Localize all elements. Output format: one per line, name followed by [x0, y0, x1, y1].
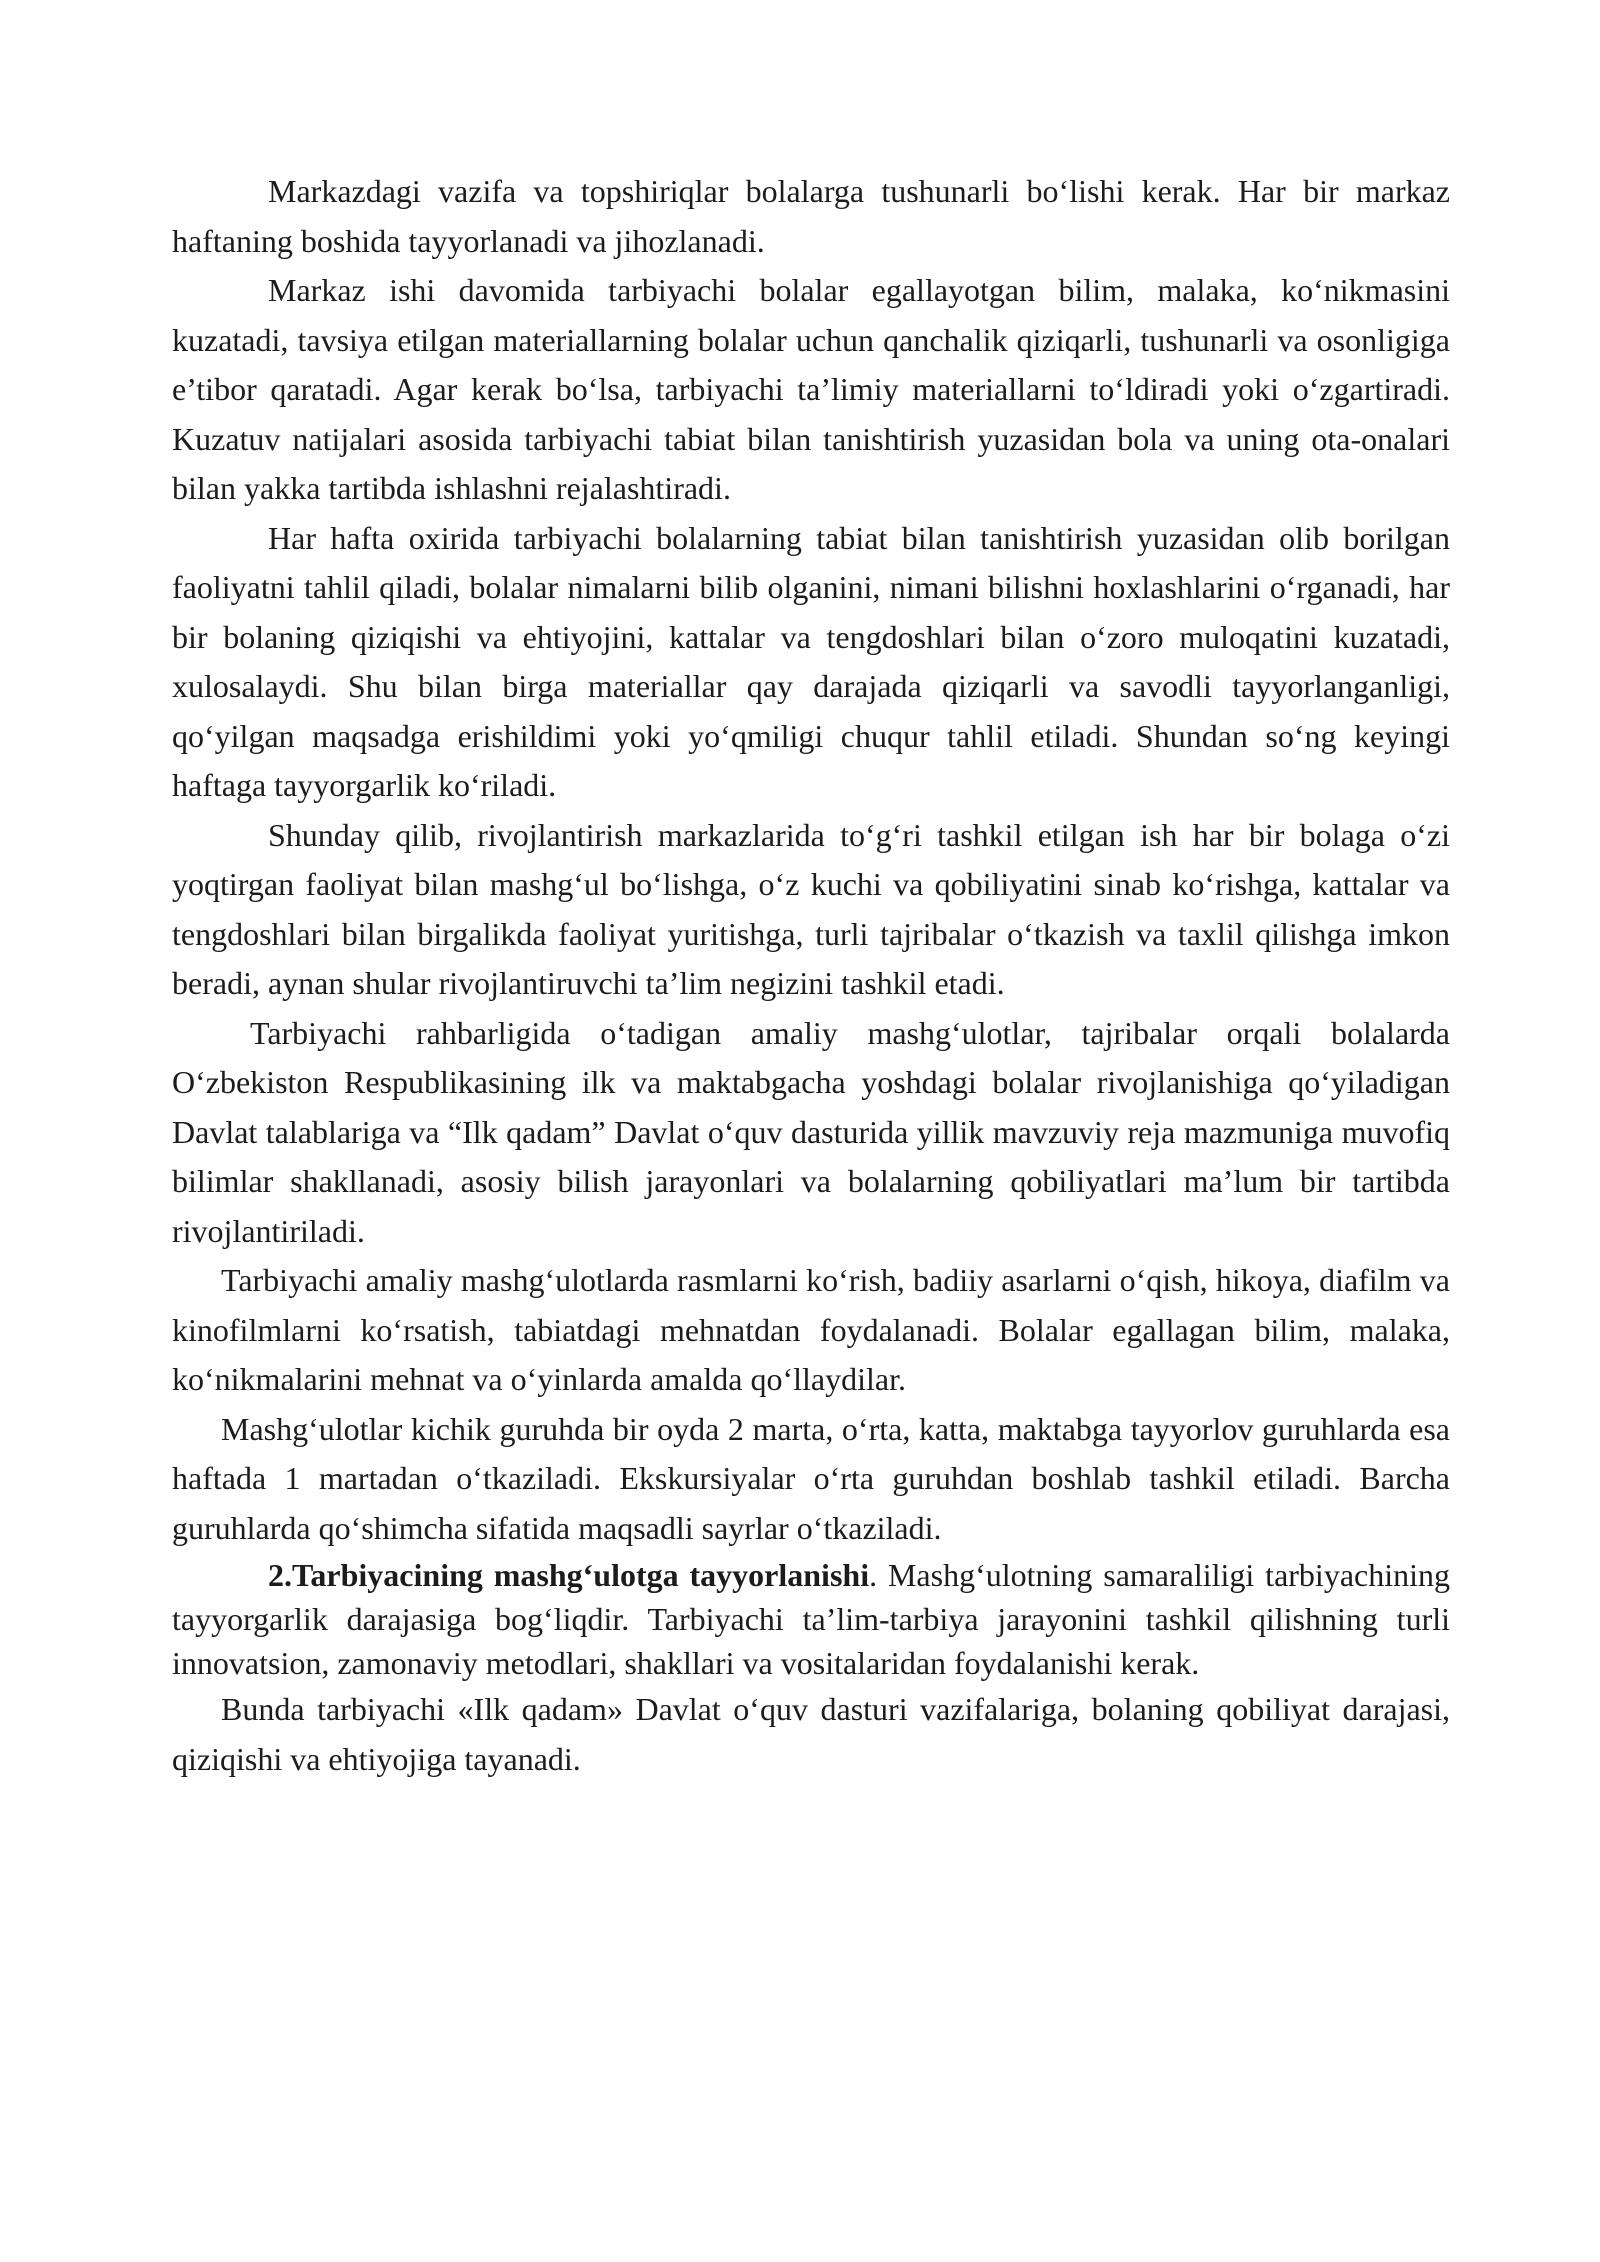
- paragraph-1: Markazdagi vazifa va topshiriqlar bolalarga tushunarli bo‘lishi kerak. Har bir markaz haftaning boshida tayyorlanadi va jihozlanadi.: [172, 173, 1450, 259]
- section-heading: 2.Tarbiyacining mashg‘ulotga tayyorlanishi: [268, 1557, 870, 1593]
- paragraph-5: Tarbiyachi rahbarligida o‘tadigan amaliy mashg‘ulotlar, tajribalar orqali bolalarda O‘zbekiston Respublikasining ilk va maktabgacha yoshdagi bolalar rivojlanishiga qo‘yiladigan Davlat talablariga va “Ilk qadam” Davlat o‘quv dasturida yillik mavzuviy reja mazmuniga muvofiq bilimlar shakllanadi, asosiy bilish jarayonlari va bolalarning qobiliyatlari ma’lum bir tartibda rivojlantiriladi.: [172, 1014, 1450, 1249]
- section-heading-tail: . Mashg‘ulotning samaraliligi tarbiyachining tayyorgarlik darajasiga bog‘liqdir. Tarbiyachi ta’lim-tarbiya jarayonini tashkil qilishning turli innovatsion, zamonaviy metodlari, shakllari va vositalaridan foydalanishi kerak.: [172, 1557, 1451, 1681]
- paragraph-7: Mashg‘ulotlar kichik guruhda bir oyda 2 marta, o‘rta, katta, maktabga tayyorlov guruhlarda esa haftada 1 martadan o‘tkaziladi. Ekskursiyalar o‘rta guruhdan boshlab tashkil etiladi. Barcha guruhlarda qo‘shimcha sifatida maqsadli sayrlar o‘tkaziladi.: [172, 1410, 1450, 1546]
- section-paragraph: [172, 1553, 1450, 1685]
- document-page: [172, 167, 1450, 1784]
- paragraph-4: Shunday qilib, rivojlantirish markazlarida to‘g‘ri tashkil etilgan ish har bir bolaga o‘zi yoqtirgan faoliyat bilan mashg‘ul bo‘lishga, o‘z kuchi va qobiliyatini sinab ko‘rishga, kattalar va tengdoshlari bilan birgalikda faoliyat yuritishga, turli tajribalar o‘tkazish va taxlil qilishga imkon beradi, aynan shular rivojlantiruvchi ta’lim negizini tashkil etadi.: [172, 816, 1450, 1001]
- paragraph-2: Markaz ishi davomida tarbiyachi bolalar egallayotgan bilim, malaka, ko‘nikmasini kuzatadi, tavsiya etilgan materiallarning bolalar uchun qanchalik qiziqarli, tushunarli va osonligiga e’tibor qaratadi. Agar kerak bo‘lsa, tarbiyachi ta’limiy materiallarni to‘ldiradi yoki o‘zgartiradi. Kuzatuv natijalari asosida tarbiyachi tabiat bilan tanishtirish yuzasidan bola va uning ota-onalari bilan yakka tartibda ishlashni rejalashtiradi.: [172, 272, 1450, 506]
- paragraph-6: Tarbiyachi amaliy mashg‘ulotlarda rasmlarni ko‘rish, badiiy asarlarni o‘qish, hikoya, diafilm va kinofilmlarni ko‘rsatish, tabiatdagi mehnatdan foydalanadi. Bolalar egallagan bilim, malaka, ko‘nikmalarini mehnat va o‘yinlarda amalda qo‘llaydilar.: [172, 1262, 1450, 1397]
- final-paragraph: Bunda tarbiyachi «Ilk qadam» Davlat o‘quv dasturi vazifalariga, bolaning qobiliyat darajasi, qiziqishi va ehtiyojiga tayanadi.: [172, 1691, 1450, 1777]
- paragraph-3: Har hafta oxirida tarbiyachi bolalarning tabiat bilan tanishtirish yuzasidan olib borilgan faoliyatni tahlil qiladi, bolalar nimalarni bilib olganini, nimani bilishni hoxlashlarini o‘rganadi, har bir bolaning qiziqishi va ehtiyojini, kattalar va tengdoshlari bilan o‘zoro muloqatini kuzatadi, xulosalaydi. Shu bilan birga materiallar qay darajada qiziqarli va savodli tayyorlanganligi, qo‘yilgan maqsadga erishildimi yoki yo‘qmiligi chuqur tahlil etiladi. Shundan so‘ng keyingi haftaga tayyorgarlik ko‘riladi.: [172, 519, 1450, 803]
